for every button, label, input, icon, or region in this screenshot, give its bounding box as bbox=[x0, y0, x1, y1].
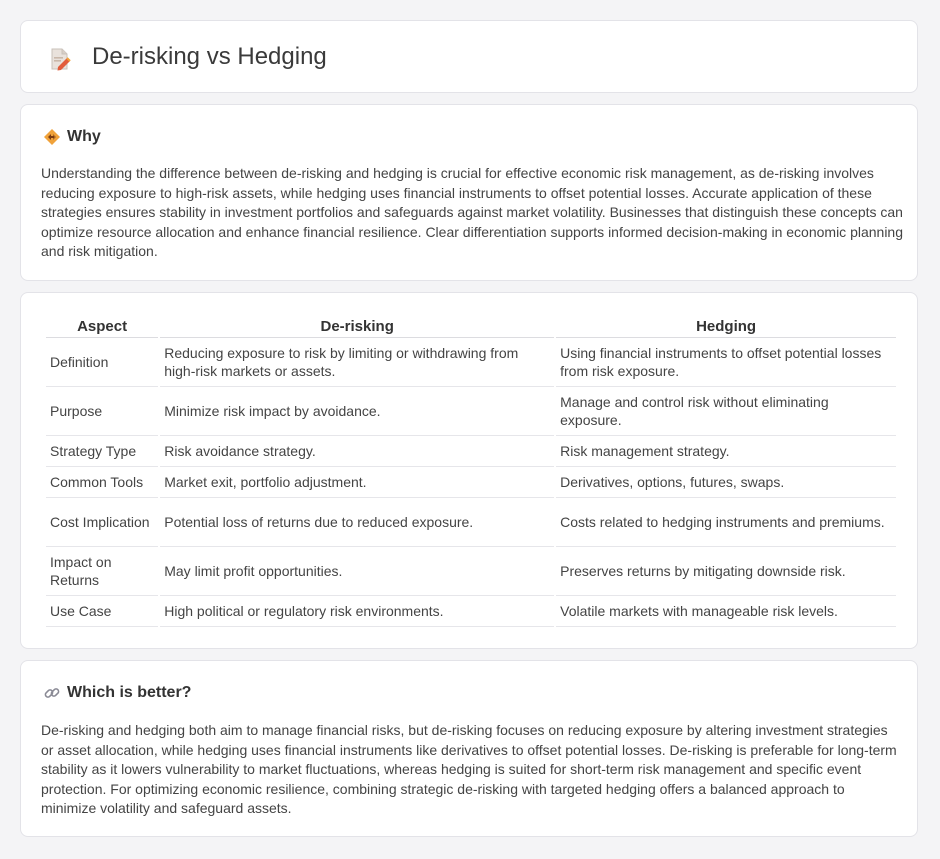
table-row bbox=[46, 436, 896, 467]
link-icon bbox=[43, 684, 61, 702]
table-row bbox=[46, 498, 896, 547]
cell-aspect: Common Tools bbox=[46, 467, 158, 498]
cell-de-risking: Reducing exposure to risk by limiting or withdrawing from high-risk markets or assets. bbox=[160, 338, 554, 387]
table-row bbox=[46, 467, 896, 498]
cell-de-risking: Minimize risk impact by avoidance. bbox=[160, 387, 554, 436]
table-row bbox=[46, 387, 896, 436]
cell-hedging: Preserves returns by mitigating downside risk. bbox=[556, 547, 896, 596]
cell-de-risking: Market exit, portfolio adjustment. bbox=[160, 467, 554, 498]
header-card bbox=[20, 20, 918, 93]
why-heading bbox=[43, 127, 101, 147]
cell-de-risking: High political or regulatory risk environments. bbox=[160, 596, 554, 627]
header-de-risking: De-risking bbox=[160, 313, 554, 338]
cell-de-risking: Potential loss of returns due to reduced exposure. bbox=[160, 498, 554, 547]
comparison-table bbox=[44, 313, 898, 627]
why-text: Understanding the difference between de-risking and hedging is crucial for effective economic risk management, as de-risking involves reducing exposure to high-risk assets, while hedging uses financial instruments to offset potential losses. Accurate application of these strategies ensures stability in investment portfolios and safeguards against market volatility. Businesses that distinguish these concepts can optimize resource allocation and enhance financial resilience. Clear differentiation supports informed decision-making in economic planning and risk mitigation. bbox=[41, 165, 904, 259]
cell-aspect: Use Case bbox=[46, 596, 158, 627]
table-row bbox=[46, 547, 896, 596]
why-section bbox=[20, 104, 918, 281]
cell-aspect: Cost Implication bbox=[46, 498, 158, 547]
table-header-row bbox=[46, 313, 896, 338]
document-edit-icon bbox=[48, 47, 72, 71]
cell-aspect: Purpose bbox=[46, 387, 158, 436]
better-text: De-risking and hedging both aim to manage financial risks, but de-risking focuses on reducing exposure by altering investment strategies or asset allocation, while hedging uses financial instruments like derivatives to offset potential losses. De-risking is preferable for long-term stability as it lowers vulnerability to market fluctuations, whereas hedging is suited for short-term risk management and specific event protection. For optimizing economic resilience, combining strategic de-risking with targeted hedging offers a balanced approach to minimize volatility and safeguard assets. bbox=[41, 722, 897, 816]
cell-aspect: Impact on Returns bbox=[46, 547, 158, 596]
header-hedging: Hedging bbox=[556, 313, 896, 338]
why-title: Why bbox=[67, 128, 101, 145]
which-is-better-section bbox=[20, 660, 918, 837]
cell-de-risking: Risk avoidance strategy. bbox=[160, 436, 554, 467]
better-title: Which is better? bbox=[67, 684, 192, 701]
page-title: De-risking vs Hedging bbox=[92, 43, 327, 70]
cell-hedging: Risk management strategy. bbox=[556, 436, 896, 467]
cell-hedging: Using financial instruments to offset potential losses from risk exposure. bbox=[556, 338, 896, 387]
better-heading bbox=[43, 683, 191, 703]
cell-hedging: Volatile markets with manageable risk levels. bbox=[556, 596, 896, 627]
cell-hedging: Costs related to hedging instruments and premiums. bbox=[556, 498, 896, 547]
cell-aspect: Definition bbox=[46, 338, 158, 387]
cell-aspect: Strategy Type bbox=[46, 436, 158, 467]
table-row bbox=[46, 338, 896, 387]
header-aspect: Aspect bbox=[46, 313, 158, 338]
cell-hedging: Derivatives, options, futures, swaps. bbox=[556, 467, 896, 498]
diamond-arrows-icon bbox=[43, 128, 61, 146]
table-row bbox=[46, 596, 896, 627]
comparison-section bbox=[20, 292, 918, 649]
cell-hedging: Manage and control risk without eliminating exposure. bbox=[556, 387, 896, 436]
cell-de-risking: May limit profit opportunities. bbox=[160, 547, 554, 596]
